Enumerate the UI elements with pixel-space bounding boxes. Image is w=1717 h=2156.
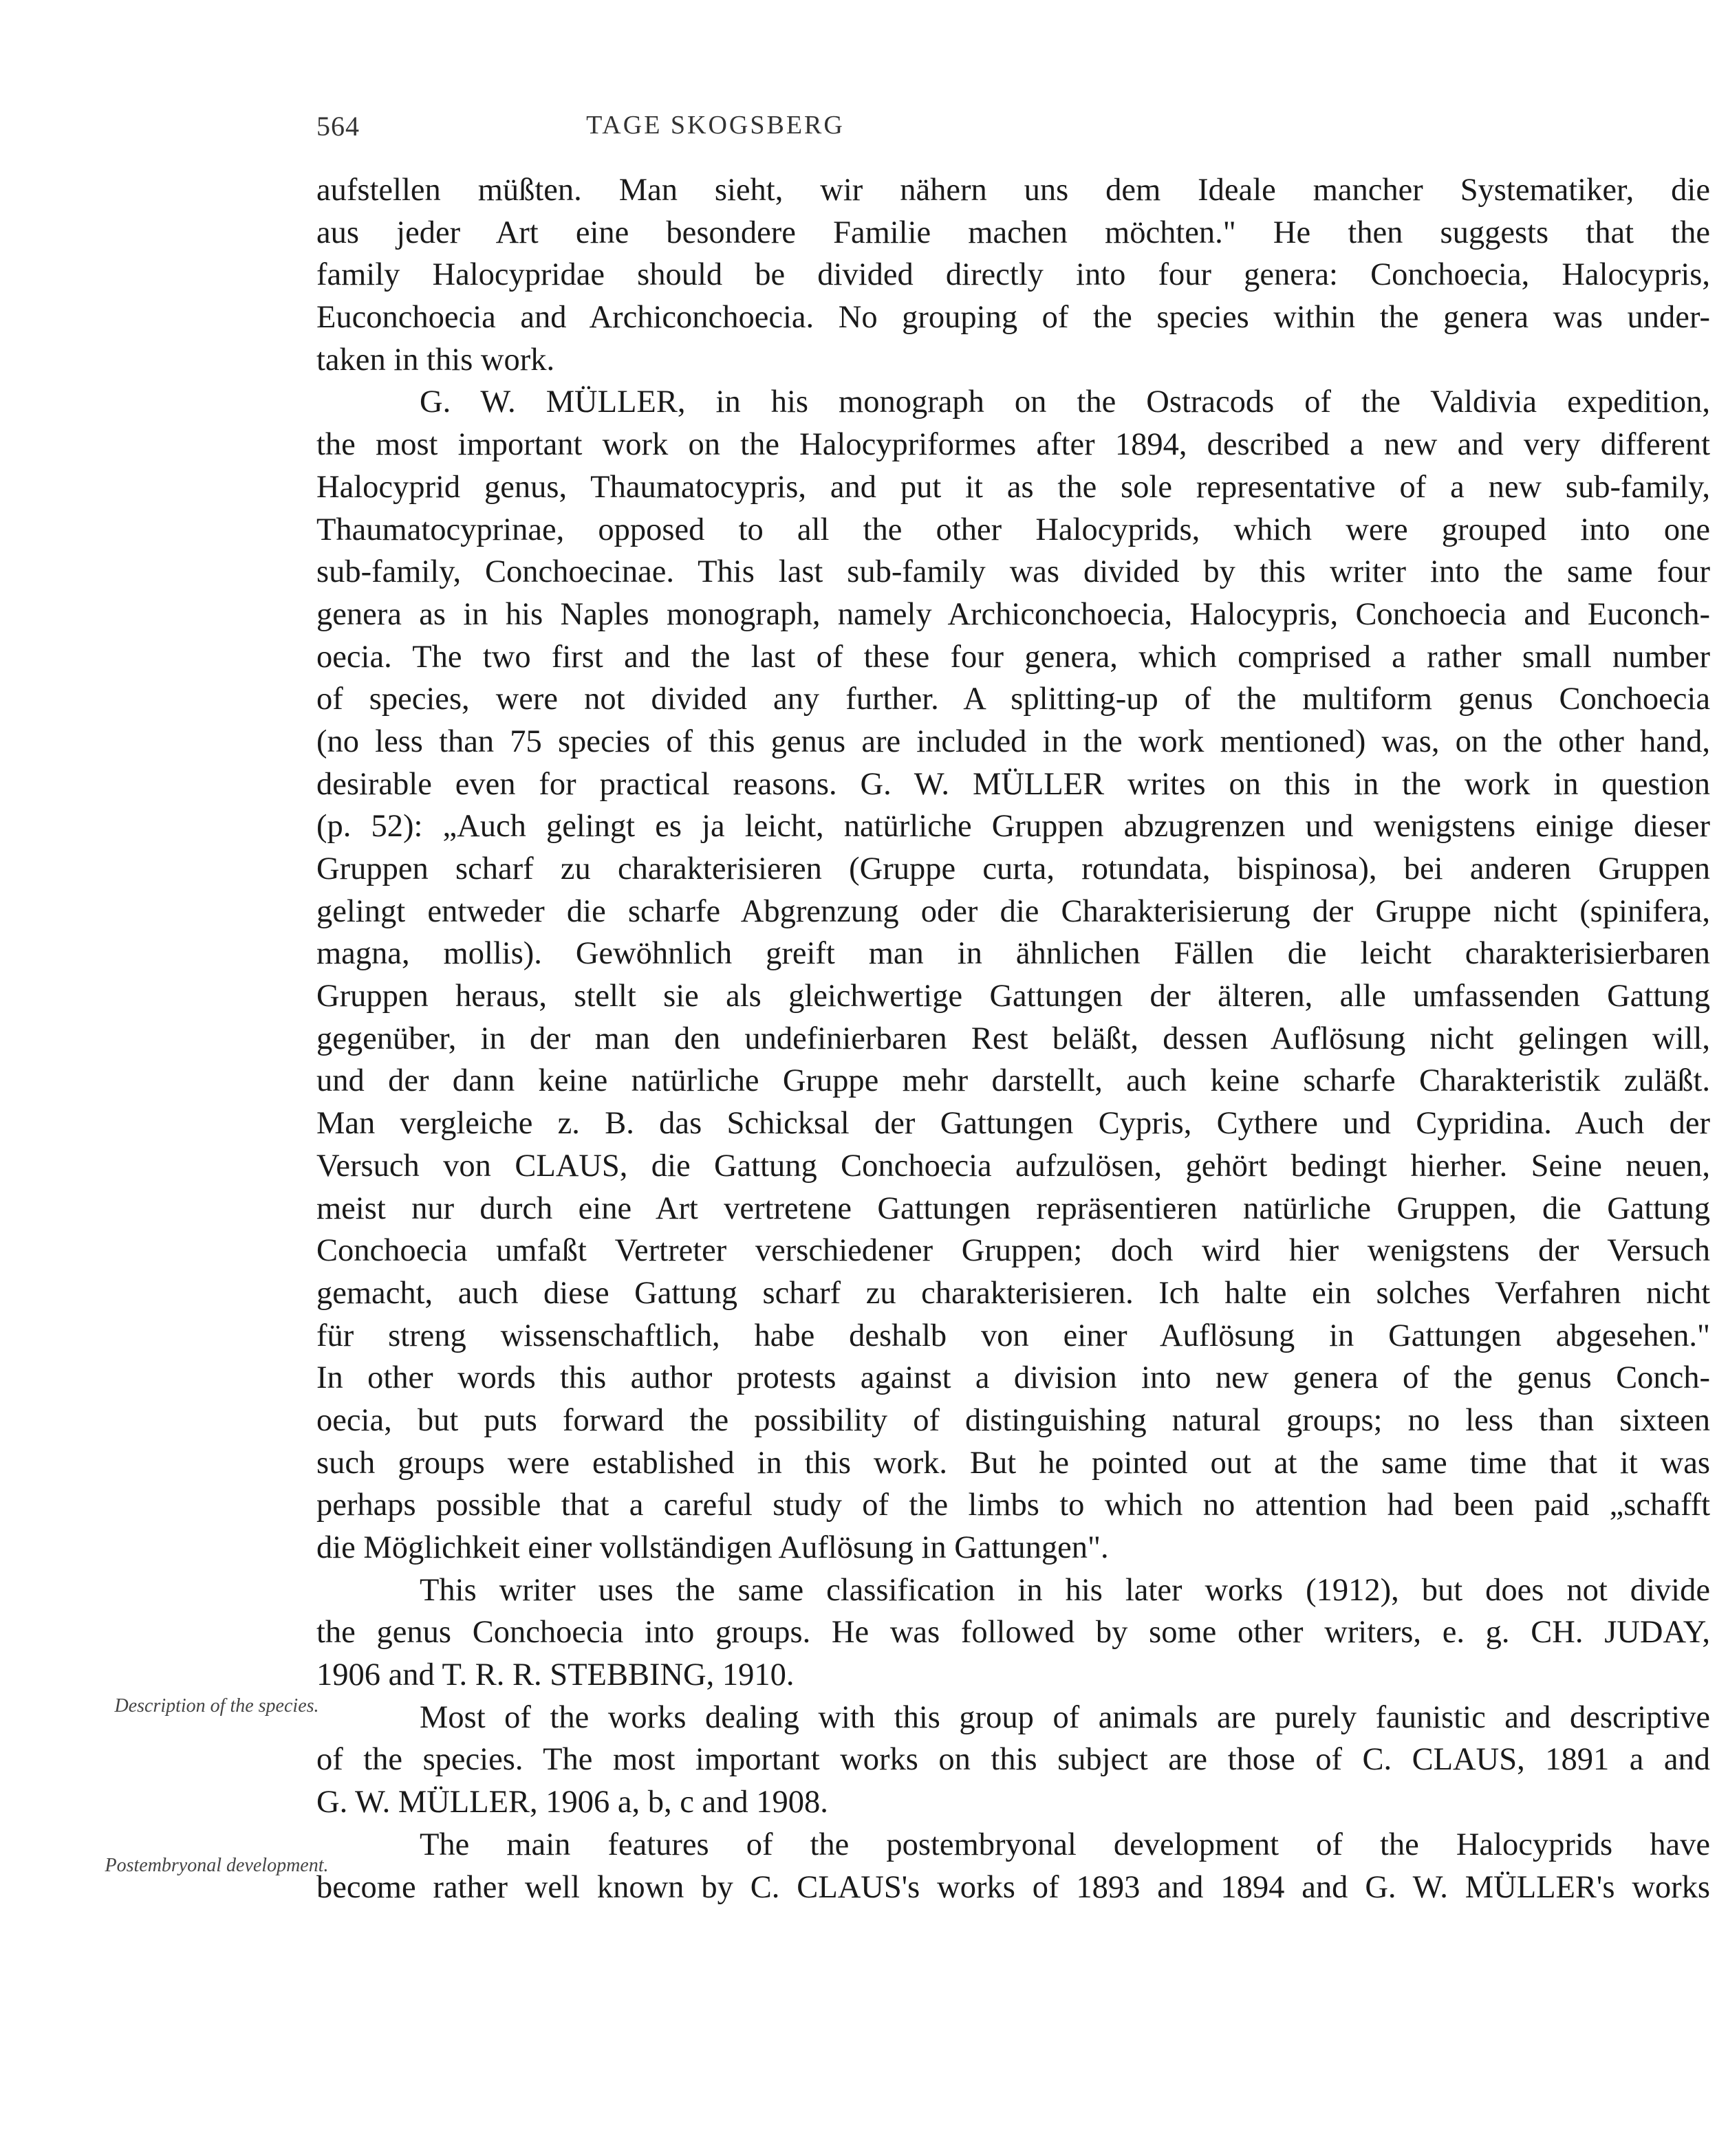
text-line: Halocyprid genus, Thaumatocypris, and put it as the sole representative of a new sub-family, (316, 469, 1710, 505)
text-line: meist nur durch eine Art vertretene Gattungen repräsentieren natürliche Gruppen, die Gattung (316, 1190, 1710, 1226)
text-line: (p. 52): „Auch gelingt es ja leicht, natürliche Gruppen abzugrenzen und wenigstens einige dieser (316, 809, 1710, 845)
text-line: Most of the works dealing with this group of animals are purely faunistic and descriptive (420, 1699, 1710, 1735)
text-line: such groups were established in this work. But he pointed out at the same time that it was (316, 1445, 1710, 1481)
body-text (316, 169, 1710, 1908)
running-head: TAGE SKOGSBERG (586, 111, 845, 140)
text-line: Thaumatocyprinae, opposed to all the other Halocyprids, which were grouped into one (316, 512, 1710, 547)
text-line: magna, mollis). Gewöhnlich greift man in ähnlichen Fällen die leicht charakterisierbaren (316, 936, 1710, 972)
text-line: Man vergleiche z. B. das Schicksal der Gattungen Cypris, Cythere und Cypridina. Auch der (316, 1106, 1710, 1142)
page-number: 564 (316, 111, 360, 142)
text-line: Euconchoecia and Archiconchoecia. No grouping of the species within the genera was under- (316, 300, 1710, 336)
text-line: Conchoecia umfaßt Vertreter verschiedener Gruppen; doch wird hier wenigstens der Versuch (316, 1233, 1710, 1269)
text-line: gelingt entweder die scharfe Abgrenzung oder die Charakterisierung der Gruppe nicht (spinifera, (316, 893, 1710, 929)
text-line: of species, were not divided any further. A splitting-up of the multiform genus Conchoecia (316, 682, 1710, 717)
text-line: (no less than 75 species of this genus are included in the work mentioned) was, on the other hand, (316, 723, 1710, 759)
text-line: Gruppen heraus, stellt sie als gleichwertige Gattungen der älteren, alle umfassenden Gattung (316, 979, 1710, 1014)
text-line: family Halocypridae should be divided directly into four genera: Conchoecia, Halocypris, (316, 257, 1710, 293)
text-line: the most important work on the Halocypriformes after 1894, described a new and very different (316, 427, 1710, 463)
text-line: für streng wissenschaftlich, habe deshalb von einer Auflösung in Gattungen abgesehen." (316, 1318, 1710, 1353)
text-line: G. W. MÜLLER, in his monograph on the Ostracods of the Valdivia expedition, (420, 384, 1710, 420)
text-line: become rather well known by C. CLAUS's works of 1893 and 1894 and G. W. MÜLLER's works (316, 1869, 1710, 1905)
text-line: genera as in his Naples monograph, namely Archiconchoecia, Halocypris, Conchoecia and Euconch- (316, 596, 1710, 632)
page-header (316, 110, 1114, 151)
text-line: gemacht, auch diese Gattung scharf zu charakterisieren. Ich halte ein solches Verfahren nicht (316, 1275, 1710, 1311)
text-line: taken in this work. (316, 342, 555, 378)
text-line: the genus Conchoecia into groups. He was followed by some other writers, e. g. CH. JUDAY, (316, 1615, 1710, 1651)
text-line: desirable even for practical reasons. G. W. MÜLLER writes on this in the work in question (316, 766, 1710, 802)
text-line: Versuch von CLAUS, die Gattung Conchoecia aufzulösen, gehört bedingt hierher. Seine neuen, (316, 1148, 1710, 1184)
text-line: The main features of the postembryonal development of the Halocyprids have (420, 1827, 1710, 1862)
text-line: aus jeder Art eine besondere Familie machen möchten." He then suggests that the (316, 215, 1710, 250)
text-line: oecia, but puts forward the possibility of distinguishing natural groups; no less than sixteen (316, 1402, 1710, 1438)
margin-note-description: Description of the species. (114, 1695, 319, 1717)
text-line: In other words this author protests against a division into new genera of the genus Conch- (316, 1360, 1710, 1396)
margin-note-postembryonal: Postembryonal development. (105, 1855, 329, 1876)
text-line: Gruppen scharf zu charakterisieren (Gruppe curta, rotundata, bispinosa), bei anderen Gruppen (316, 851, 1710, 886)
text-line: aufstellen müßten. Man sieht, wir nähern uns dem Ideale mancher Systematiker, die (316, 173, 1710, 208)
text-line: of the species. The most important works on this subject are those of C. CLAUS, 1891 a and (316, 1742, 1710, 1778)
text-line: sub-family, Conchoecinae. This last sub-family was divided by this writer into the same four (316, 554, 1710, 590)
text-line: G. W. MÜLLER, 1906 a, b, c and 1908. (316, 1785, 828, 1820)
text-line: This writer uses the same classification in his later works (1912), but does not divide (420, 1572, 1710, 1608)
text-line: gegenüber, in der man den undefinierbaren Rest beläßt, dessen Auflösung nicht gelingen will, (316, 1021, 1710, 1056)
text-line: und der dann keine natürliche Gruppe mehr darstellt, auch keine scharfe Charakteristik zuläßt. (316, 1063, 1710, 1099)
text-line: oecia. The two first and the last of these four genera, which comprised a rather small number (316, 639, 1710, 675)
text-line: 1906 and T. R. R. STEBBING, 1910. (316, 1657, 795, 1693)
text-line: die Möglichkeit einer vollständigen Auflösung in Gattungen". (316, 1530, 1109, 1565)
text-line: perhaps possible that a careful study of the limbs to which no attention had been paid „schafft (316, 1488, 1710, 1523)
